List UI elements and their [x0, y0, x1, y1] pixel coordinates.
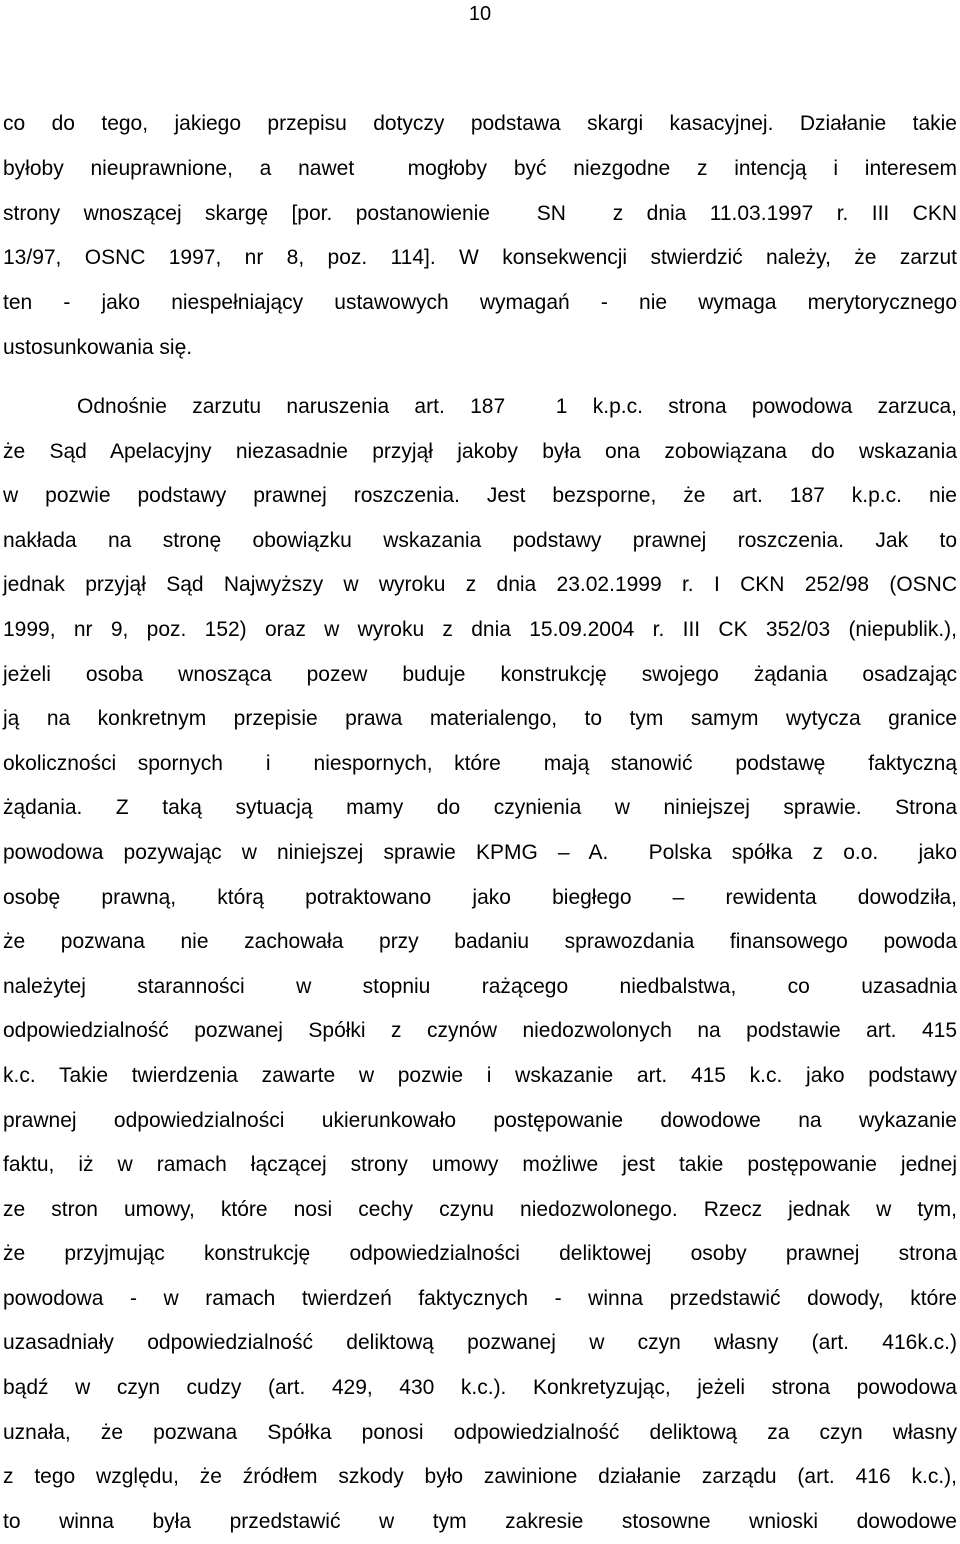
text-line: powodowa pozywając w niniejszej sprawie KPMG – A. Polska spółka z o.o. jako [3, 840, 957, 864]
paragraph-1 [3, 102, 957, 371]
text-line: z tego względu, że źródłem szkody było zawinione działanie zarządu (art. 416 k.c.), [3, 1465, 957, 1489]
text-line: nakłada na stronę obowiązku wskazania podstawy prawnej roszczenia. Jak to [3, 528, 957, 552]
text-line: że pozwana nie zachowała przy badaniu sprawozdania finansowego powoda [3, 930, 957, 954]
text-line: jednak przyjął Sąd Najwyższy w wyroku z dnia 23.02.1999 r. I CKN 252/98 (OSNC [3, 573, 957, 597]
text-line: ustosunkowania się. [3, 335, 193, 359]
text-line: co do tego, jakiego przepisu dotyczy podstawa skargi kasacyjnej. Działanie takie [3, 112, 957, 135]
text-line: osobę prawną, którą potraktowano jako biegłego – rewidenta dowodziła, [3, 885, 957, 909]
text-line: to winna była przedstawić w tym zakresie stosowne wnioski dowodowe [3, 1509, 957, 1533]
text-line: faktu, iż w ramach łączącej strony umowy możliwe jest takie postępowanie jednej [3, 1153, 957, 1177]
text-line: prawnej odpowiedzialności ukierunkowało postępowanie dowodowe na wykazanie [3, 1108, 957, 1132]
text-line: 1999, nr 9, poz. 152) oraz w wyroku z dnia 15.09.2004 r. III CK 352/03 (niepublik.), [3, 617, 957, 641]
text-line: że Sąd Apelacyjny niezasadnie przyjął jakoby była ona zobowiązana do wskazania [3, 439, 957, 463]
paragraph-2 [3, 385, 957, 1544]
text-line: należytej staranności w stopniu rażącego niedbalstwa, co uzasadnia [3, 974, 957, 998]
text-line: że przyjmując konstrukcję odpowiedzialności deliktowej osoby prawnej strona [3, 1242, 957, 1266]
text-line: ten - jako niespełniający ustawowych wymagań - nie wymaga merytorycznego [3, 291, 957, 315]
text-line: uzasadniały odpowiedzialność deliktową pozwanej w czyn własny (art. 416k.c.) [3, 1331, 957, 1355]
text-line: bądź w czyn cudzy (art. 429, 430 k.c.). Konkretyzując, jeżeli strona powodowa [3, 1376, 957, 1400]
text-line: jeżeli osoba wnosząca pozew buduje konstrukcję swojego żądania osadzając [3, 662, 957, 686]
text-line: w pozwie podstawy prawnej roszczenia. Jest bezsporne, że art. 187 k.p.c. nie [3, 484, 957, 508]
text-line: okoliczności spornych i niespornych, które mają stanowić podstawę faktyczną [3, 751, 957, 775]
text-line: powodowa - w ramach twierdzeń faktycznych - winna przedstawić dowody, które [3, 1286, 957, 1310]
text-line: uznała, że pozwana Spółka ponosi odpowiedzialność deliktową za czyn własny [3, 1420, 957, 1444]
page-number: 10 [468, 3, 492, 25]
text-line: byłoby nieuprawnione, a nawet mogłoby być niezgodne z intencją i interesem [3, 156, 957, 180]
text-line: strony wnoszącej skargę [por. postanowienie SN z dnia 11.03.1997 r. III CKN [3, 201, 957, 225]
text-line: ją na konkretnym przepisie prawa materialengo, to tym samym wytycza granice [3, 707, 957, 731]
text-line: Odnośnie zarzutu naruszenia art. 187 1 k.p.c. strona powodowa zarzuca, [77, 395, 957, 418]
text-line: k.c. Takie twierdzenia zawarte w pozwie i wskazanie art. 415 k.c. jako podstawy [3, 1063, 957, 1087]
text-line: 13/97, OSNC 1997, nr 8, poz. 114]. W konsekwencji stwierdzić należy, że zarzut [3, 246, 957, 270]
text-line: żądania. Z taką sytuacją mamy do czynienia w niniejszej sprawie. Strona [3, 796, 957, 820]
text-line: ze stron umowy, które nosi cechy czynu niedozwolonego. Rzecz jednak w tym, [3, 1197, 957, 1221]
text-line: odpowiedzialność pozwanej Spółki z czynów niedozwolonych na podstawie art. 415 [3, 1019, 957, 1043]
